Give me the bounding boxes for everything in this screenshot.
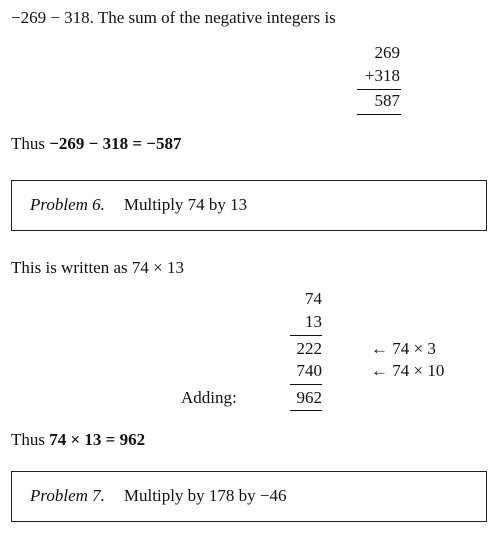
addition-sum-rule (357, 89, 401, 90)
multiplication-rule-3 (290, 410, 322, 411)
product-total: 962 (296, 388, 322, 407)
problem-7-label: Problem 7. (30, 486, 105, 505)
conclusion-2-expression: 74 × 13 = 962 (49, 430, 146, 449)
partial-product-1: 222 (296, 339, 322, 358)
partial-product-2: 740 (296, 361, 322, 380)
addition-result: 587 (374, 91, 400, 110)
addition-result-rule (357, 114, 401, 115)
conclusion-2-prefix: Thus (11, 430, 50, 449)
conclusion-1-prefix: Thus (11, 134, 50, 153)
conclusion-1-expression: −269 − 318 = −587 (49, 134, 182, 153)
multiplicand: 74 (305, 289, 322, 308)
problem-6-label: Problem 6. (30, 195, 105, 214)
multiplier: 13 (305, 312, 322, 331)
problem-7-content (30, 486, 287, 506)
adding-label: Adding: (181, 388, 237, 407)
multiplication-rule-1 (290, 335, 322, 336)
problem-7-text: Multiply by 178 by −46 (123, 486, 287, 505)
conclusion-1 (11, 134, 182, 154)
problem-6-content (30, 195, 247, 215)
partial-note-1: ← 74 × 3 (371, 339, 436, 358)
intro-text: −269 − 318. The sum of the negative integers is (11, 8, 336, 27)
partial-note-2: ← 74 × 10 (371, 361, 445, 380)
multiplication-rule-2 (290, 384, 322, 385)
addition-operand-2: +318 (364, 66, 400, 85)
conclusion-2 (11, 430, 145, 450)
written-as-text: This is written as 74 × 13 (11, 258, 184, 277)
problem-6-text: Multiply 74 by 13 (123, 195, 248, 214)
addition-operand-1: 269 (374, 43, 400, 62)
